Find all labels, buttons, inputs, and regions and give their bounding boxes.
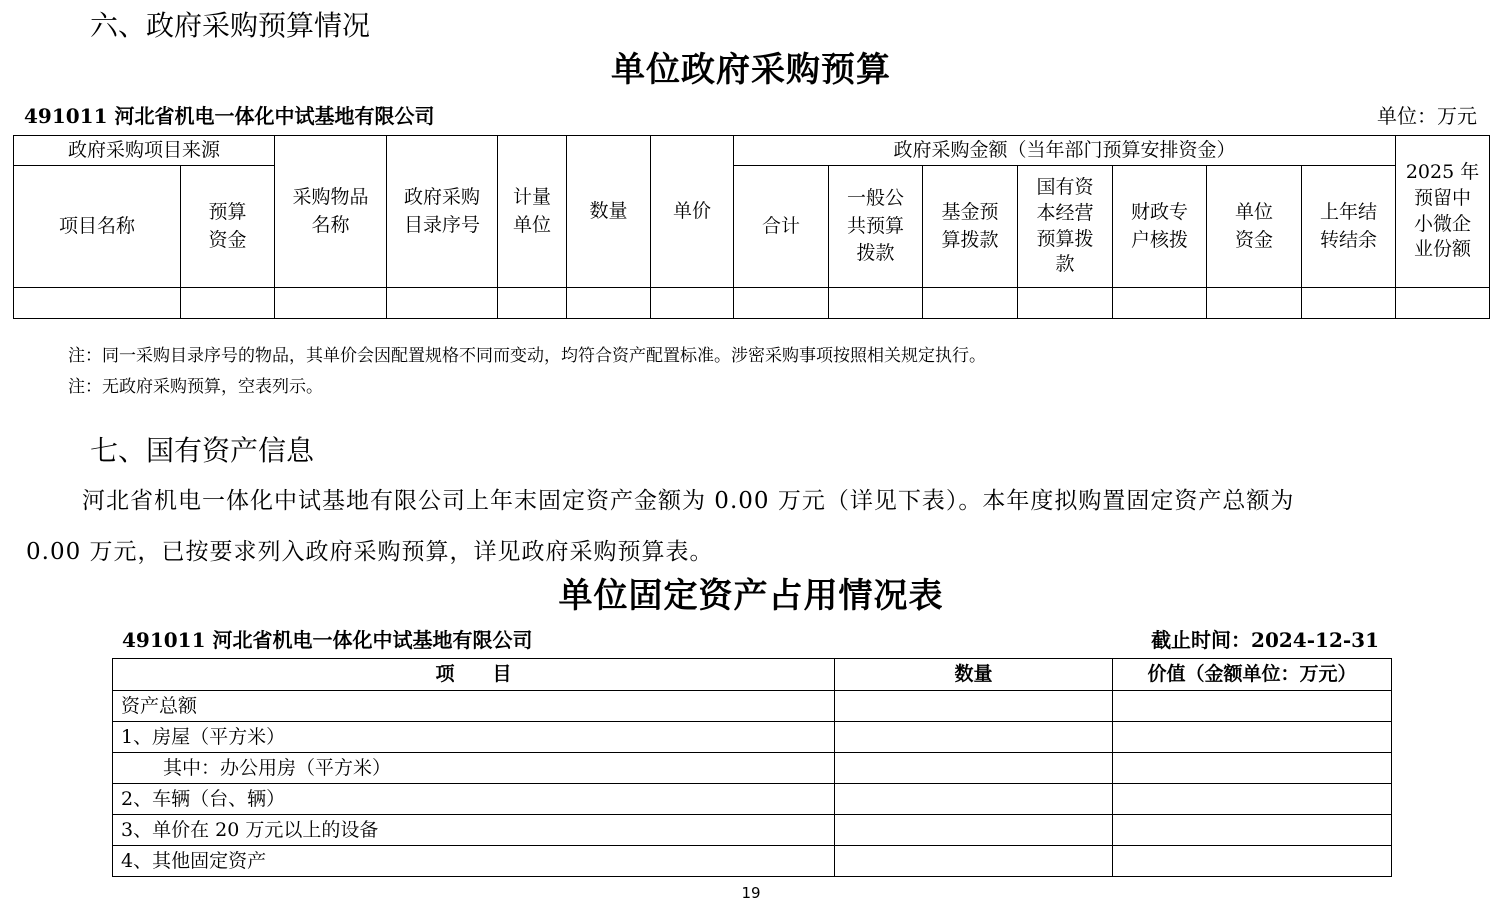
header-total: 合计 (734, 166, 829, 288)
header-quantity: 数量 (567, 136, 651, 288)
asset-row-label: 4、其他固定资产 (113, 846, 835, 877)
procurement-unit: 单位：万元 (1377, 104, 1477, 128)
header-reserved-sme: 2025 年 预留中 小微企 业份额 (1396, 136, 1490, 288)
asset-title: 单位固定资产占用情况表 (558, 576, 944, 616)
header-budget-funds: 预算 资金 (181, 166, 275, 288)
procurement-budget-table (13, 135, 1490, 319)
fixed-asset-table (112, 658, 1392, 877)
asset-org: 491011 河北省机电一体化中试基地有限公司 (122, 628, 533, 652)
header-general-budget: 一般公 共预算 拨款 (829, 166, 923, 288)
note-2: 注：无政府采购预算，空表列示。 (68, 377, 323, 397)
header-project-name: 项目名称 (14, 166, 181, 288)
section-7-heading: 七、国有资产信息 (90, 434, 315, 467)
header-measure-unit: 计量 单位 (498, 136, 567, 288)
header-catalog-no: 政府采购 目录序号 (387, 136, 498, 288)
table-row (113, 815, 1392, 846)
table-row (14, 288, 1490, 319)
asset-paragraph-line-2: 0.00 万元，已按要求列入政府采购预算，详见政府采购预算表。 (26, 539, 714, 565)
header-item-name: 采购物品 名称 (275, 136, 387, 288)
header-unit-price: 单价 (651, 136, 734, 288)
procurement-org: 491011 河北省机电一体化中试基地有限公司 (24, 104, 435, 128)
asset-row-label: 资产总额 (113, 691, 835, 722)
asset-row-label: 3、单价在 20 万元以上的设备 (113, 815, 835, 846)
section-6-heading: 六、政府采购预算情况 (90, 9, 371, 42)
asset-header-quantity: 数量 (835, 659, 1113, 691)
header-carryover: 上年结 转结余 (1302, 166, 1396, 288)
asset-row-label: 1、房屋（平方米） (113, 722, 835, 753)
header-source-group: 政府采购项目来源 (14, 136, 275, 166)
table-row (113, 722, 1392, 753)
asset-cutoff: 截止时间：2024-12-31 (1151, 628, 1379, 652)
table-row (113, 784, 1392, 815)
page-number: 19 (741, 884, 761, 902)
header-fund-budget: 基金预 算拨款 (923, 166, 1018, 288)
header-amount-group: 政府采购金额（当年部门预算安排资金） (734, 136, 1396, 166)
asset-paragraph-line-1: 河北省机电一体化中试基地有限公司上年末固定资产金额为 0.00 万元（详见下表）。本年度拟购置固定资产总额为 (82, 488, 1295, 514)
table-row (113, 691, 1392, 722)
asset-header-item: 项 目 (113, 659, 835, 691)
header-state-capital: 国有资 本经营 预算拨 款 (1018, 166, 1113, 288)
asset-row-label: 其中：办公用房（平方米） (113, 753, 835, 784)
asset-header-value: 价值（金额单位：万元） (1113, 659, 1392, 691)
asset-row-label: 2、车辆（台、辆） (113, 784, 835, 815)
header-unit-funds: 单位 资金 (1207, 166, 1302, 288)
table-row (113, 753, 1392, 784)
note-1: 注：同一采购目录序号的物品，其单价会因配置规格不同而变动，均符合资产配置标准。涉密采购事项按照相关规定执行。 (68, 346, 986, 366)
header-fiscal-special: 财政专 户核拨 (1113, 166, 1207, 288)
procurement-title: 单位政府采购预算 (611, 50, 891, 90)
table-row (113, 846, 1392, 877)
